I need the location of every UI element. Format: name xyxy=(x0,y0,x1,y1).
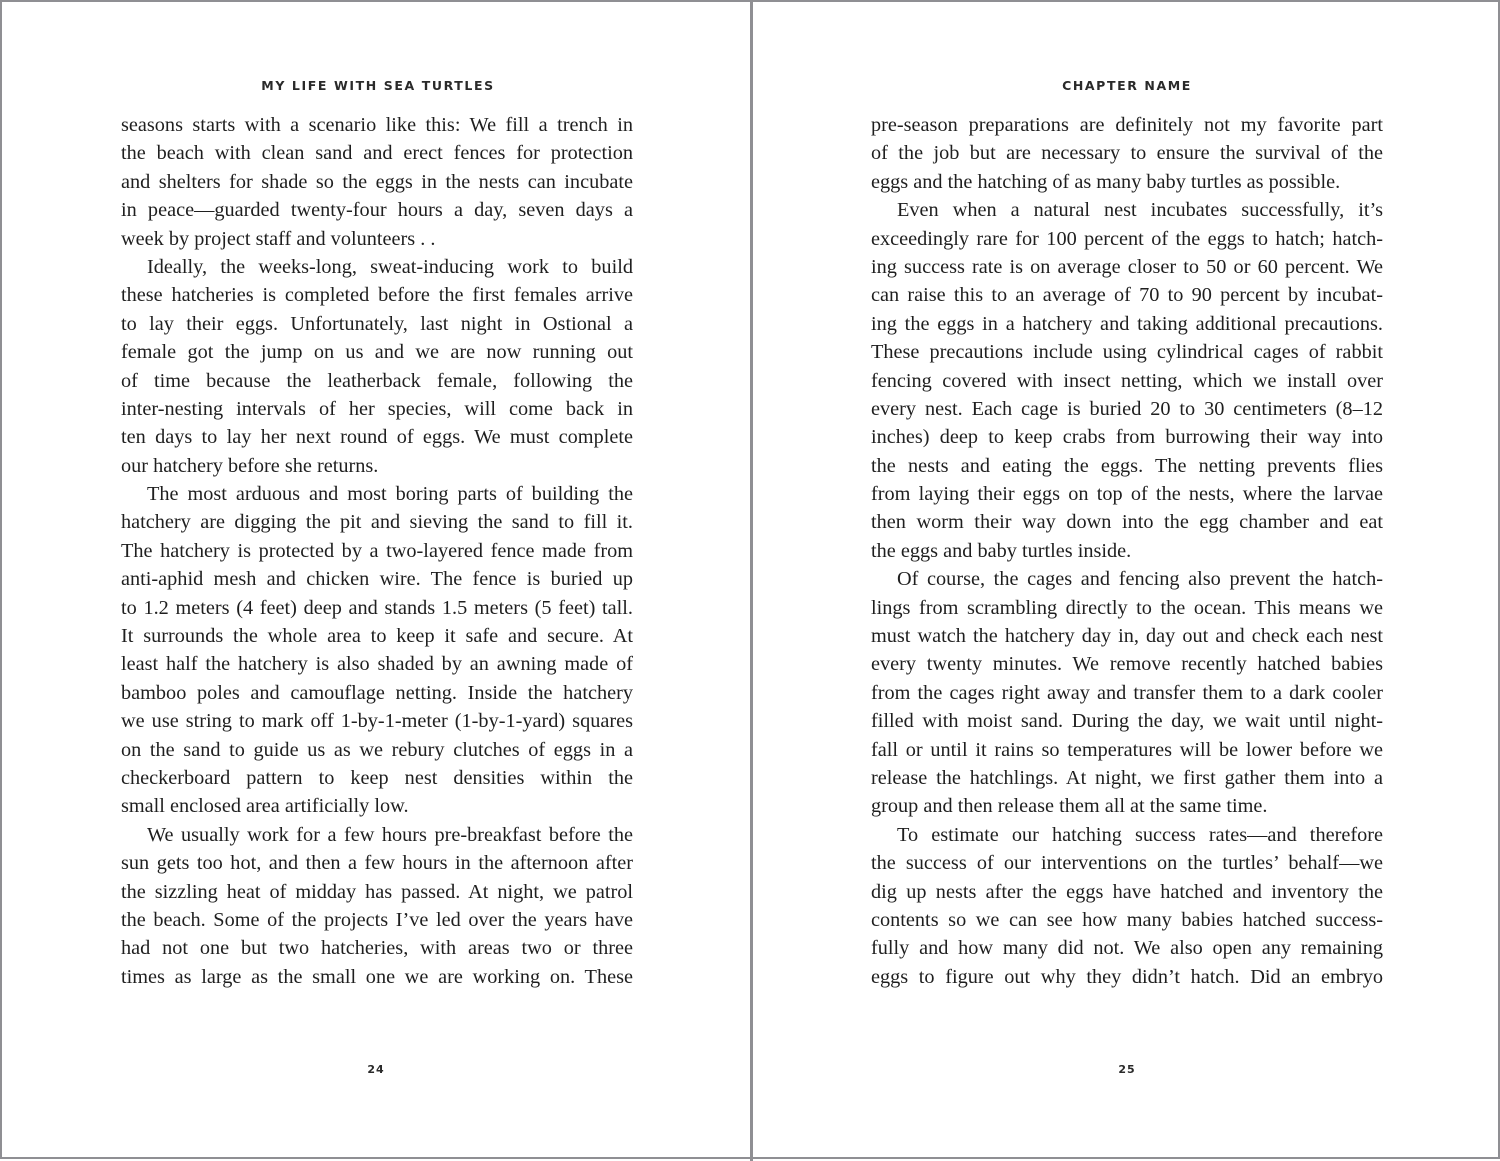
text-line: fall or until it rains so temperatures will be lower before we xyxy=(871,738,1383,761)
text-line: eggs and the hatching of as many baby turtles as possible. xyxy=(871,170,1341,193)
text-line: our hatchery before she returns. xyxy=(121,454,379,477)
text-line: then worm their way down into the egg chamber and eat xyxy=(871,511,1383,534)
text-line: To estimate our hatching success rates—and therefore xyxy=(897,823,1383,846)
text-line: times as large as the small one we are working on. These xyxy=(121,965,633,988)
text-line: ing success rate is on average closer to 50 or 60 percent. We xyxy=(871,255,1383,278)
running-head-chapter-name: CHAPTER NAME xyxy=(1062,78,1192,93)
text-line: of time because the leatherback female, following the xyxy=(121,369,633,392)
text-line: lings from scrambling directly to the ocean. This means we xyxy=(871,596,1383,619)
text-line: of the job but are necessary to ensure the survival of the xyxy=(871,142,1383,165)
text-line: we use string to mark off 1-by-1-meter (1-by-1-yard) squares xyxy=(121,710,633,733)
text-line: the beach with clean sand and erect fences for protection xyxy=(121,142,633,165)
page-number: 24 xyxy=(367,1063,385,1076)
text-line: filled with moist sand. During the day, we wait until night- xyxy=(871,710,1383,733)
text-line: the success of our interventions on the turtles’ behalf—we xyxy=(871,852,1383,875)
right-page xyxy=(753,2,1500,1161)
text-line: the eggs and baby turtles inside. xyxy=(871,539,1132,562)
text-line: small enclosed area artificially low. xyxy=(121,795,409,818)
text-line: hatchery are digging the pit and sieving the sand to fill it. xyxy=(121,511,633,534)
text-line: We usually work for a few hours pre-breakfast before the xyxy=(147,823,633,846)
text-line: Of course, the cages and fencing also prevent the hatch- xyxy=(897,568,1383,591)
text-line: week by project staff and volunteers . . xyxy=(121,227,436,250)
text-line: anti-aphid mesh and chicken wire. The fence is buried up xyxy=(121,568,633,591)
text-line: checkerboard pattern to keep nest densities within the xyxy=(121,766,633,789)
text-line: the nests and eating the eggs. The netting prevents flies xyxy=(871,454,1383,477)
text-line: These precautions include using cylindrical cages of rabbit xyxy=(871,341,1383,364)
text-line: ing the eggs in a hatchery and taking additional precautions. xyxy=(871,312,1383,335)
text-line: sun gets too hot, and then a few hours in the afternoon after xyxy=(121,852,633,875)
text-line: pre-season preparations are definitely not my favorite part xyxy=(871,114,1383,136)
text-line: every twenty minutes. We remove recently hatched babies xyxy=(871,653,1383,676)
text-line: The most arduous and most boring parts of building the xyxy=(147,483,633,506)
body-text xyxy=(121,111,633,991)
text-line: dig up nests after the eggs have hatched and inventory the xyxy=(871,880,1383,903)
text-line: eggs to figure out why they didn’t hatch. Did an embryo xyxy=(871,965,1383,988)
text-line: fully and how many did not. We also open any remaining xyxy=(871,937,1383,960)
text-line: Ideally, the weeks-long, sweat-inducing work to build xyxy=(147,255,633,278)
text-line: inches) deep to keep crabs from burrowing their way into xyxy=(871,426,1383,449)
text-line: every nest. Each cage is buried 20 to 30 centimeters (8–12 xyxy=(871,397,1383,420)
page-number: 25 xyxy=(1118,1063,1136,1076)
body-text xyxy=(871,111,1383,991)
text-line: The hatchery is protected by a two-layered fence made from xyxy=(121,539,633,562)
text-line: from laying their eggs on top of the nests, where the larvae xyxy=(871,483,1383,506)
text-line: fencing covered with insect netting, which we install over xyxy=(871,369,1383,392)
text-line: to lay their eggs. Unfortunately, last night in Ostional a xyxy=(121,312,633,335)
text-line: group and then release them all at the same time. xyxy=(871,795,1268,818)
text-line: It surrounds the whole area to keep it safe and secure. At xyxy=(121,625,633,648)
text-line: the beach. Some of the projects I’ve led over the years have xyxy=(121,908,633,931)
running-head-book-title: MY LIFE WITH SEA TURTLES xyxy=(261,78,495,93)
text-line: female got the jump on us and we are now running out xyxy=(121,341,633,364)
text-line: release the hatchlings. At night, we first gather them into a xyxy=(871,766,1383,789)
text-line: to 1.2 meters (4 feet) deep and stands 1.5 meters (5 feet) tall. xyxy=(121,596,633,619)
text-line: least half the hatchery is also shaded by an awning made of xyxy=(121,653,633,676)
text-line: contents so we can see how many babies hatched success- xyxy=(871,908,1383,931)
text-line: must watch the hatchery day in, day out and check each nest xyxy=(871,625,1383,648)
text-line: from the cages right away and transfer them to a dark cooler xyxy=(871,681,1383,704)
text-line: and shelters for shade so the eggs in the nests can incubate xyxy=(121,170,633,193)
text-line: the sizzling heat of midday has passed. At night, we patrol xyxy=(121,880,633,903)
left-page xyxy=(2,2,750,1161)
text-line: can raise this to an average of 70 to 90 percent by incubat- xyxy=(871,284,1383,307)
text-line: ten days to lay her next round of eggs. We must complete xyxy=(121,426,633,449)
text-line: on the sand to guide us as we rebury clutches of eggs in a xyxy=(121,738,633,761)
text-line: exceedingly rare for 100 percent of the eggs to hatch; hatch- xyxy=(871,227,1383,250)
text-line: had not one but two hatcheries, with areas two or three xyxy=(121,937,633,960)
text-line: these hatcheries is completed before the first females arrive xyxy=(121,284,633,307)
text-line: in peace—guarded twenty-four hours a day, seven days a xyxy=(121,199,633,222)
text-line: bamboo poles and camouflage netting. Inside the hatchery xyxy=(121,681,633,704)
text-line: seasons starts with a scenario like this: We fill a trench in xyxy=(121,114,633,136)
text-line: Even when a natural nest incubates successfully, it’s xyxy=(897,199,1383,222)
text-line: inter-nesting intervals of her species, will come back in xyxy=(121,397,633,420)
